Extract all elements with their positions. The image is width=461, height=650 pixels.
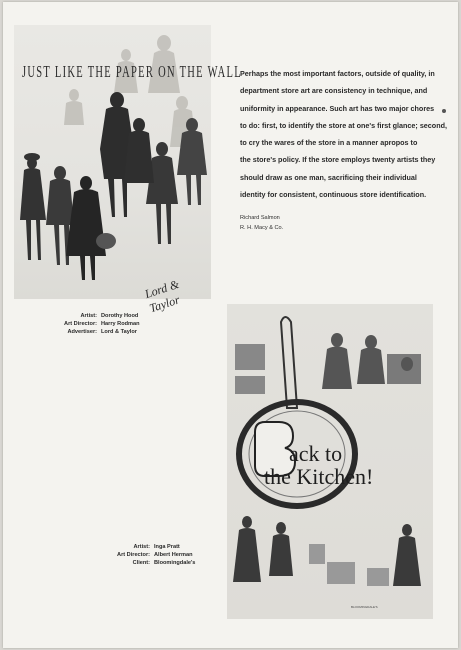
- credit-row: [29, 328, 140, 336]
- quote-line: department store art are consistency in technique, and: [240, 86, 428, 96]
- credit-value: Dorothy Hood: [101, 313, 139, 319]
- credit-row: [29, 312, 140, 320]
- credit-value: Inga Pratt: [154, 544, 180, 550]
- credits-bloomingdales: [82, 543, 195, 567]
- quote-line: to cry the wares of the store in a manner apropos to: [240, 138, 418, 148]
- credit-value: Harry Rodman: [101, 321, 140, 327]
- credits-lord-taylor: [29, 312, 140, 336]
- credit-row: [29, 320, 140, 328]
- credit-value: Lord & Taylor: [101, 329, 137, 335]
- credit-label: Advertiser:: [67, 329, 97, 335]
- ink-mark: [442, 109, 446, 113]
- quote-line: identity for consistent, continuous store identification.: [240, 190, 427, 200]
- quote-line: to do: first, to identify the store at one's first glance; second,: [240, 120, 447, 130]
- bloomingdales-advertisement: [227, 304, 433, 619]
- ad-headline-line1: ack to: [289, 441, 343, 466]
- credit-row: [82, 559, 195, 567]
- credit-label: Art Director:: [117, 552, 150, 558]
- credit-value: Bloomingdale's: [154, 560, 196, 566]
- ad-footer: BLOOMINGDALE'S: [351, 605, 378, 609]
- quote-company: R. H. Macy & Co.: [240, 225, 284, 231]
- quote-attribution: [240, 213, 283, 233]
- credit-value: Albert Herman: [154, 552, 193, 558]
- credit-row: [82, 543, 195, 551]
- book-page: [3, 2, 458, 648]
- quote-line: uniformity in appearance. Such art has two major chores: [240, 103, 435, 113]
- quote-text: [240, 65, 450, 203]
- credit-label: Client:: [132, 560, 150, 566]
- quote-line: the store's policy. If the store employs twenty artists they: [240, 155, 436, 165]
- quote-line: Perhaps the most important factors, outside of quality, in: [240, 69, 435, 78]
- quote-author: Richard Salmon: [240, 215, 280, 221]
- credit-label: Artist:: [80, 313, 97, 319]
- credit-row: [82, 551, 195, 559]
- ad-headline: JUST LIKE THE PAPER ON THE WALL: [22, 64, 242, 82]
- credit-label: Art Director:: [64, 321, 97, 327]
- ad-headline: [264, 441, 374, 489]
- credit-label: Artist:: [133, 544, 150, 550]
- ad-headline-line2: the Kitchen!: [264, 464, 374, 489]
- quote-line: should draw as one man, sacrificing their individual: [240, 172, 417, 182]
- lord-taylor-logo: Lord & Taylor: [142, 276, 182, 316]
